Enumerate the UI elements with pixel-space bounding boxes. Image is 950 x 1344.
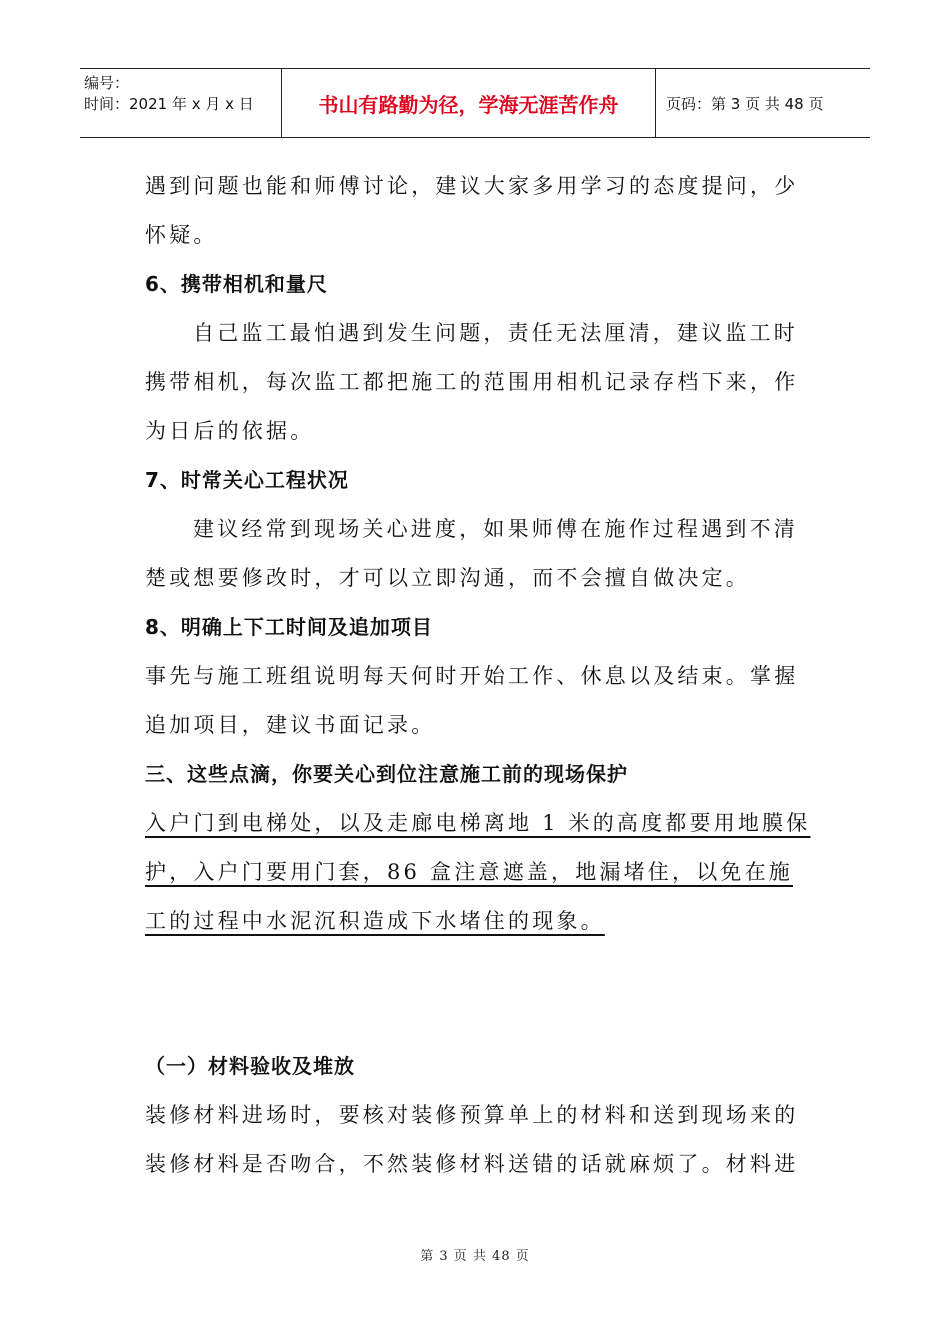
page-footer: 第 3 页 共 48 页 [420,1249,530,1264]
time-label: 时间：2021 年 x 月 x 日 [84,95,254,113]
number-label: 编号： [84,74,130,92]
blank-space [145,946,813,1042]
paragraph: 建议经常到现场关心进度，如果师傅在施作过程遇到不清楚或想要修改时，才可以立即沟通，而不会擅自做决定。 [145,517,798,590]
section-heading: 8、明确上下工时间及追加项目 [145,615,433,639]
section-heading: 7、时常关心工程状况 [145,468,349,492]
header-meta [80,69,282,137]
paragraph: 自己监工最怕遇到发生问题，责任无法厘清，建议监工时携带相机，每次监工都把施工的范围用相机记录存档下来，作为日后的依据。 [145,321,799,443]
section-heading: 6、携带相机和量尺 [145,272,328,296]
paragraph: 事先与施工班组说明每天何时开始工作、休息以及结束。掌握追加项目，建议书面记录。 [145,664,799,737]
underlined-paragraph: 入户门到电梯处，以及走廊电梯离地 1 米的高度都要用地膜保护，入户门要用门套，86 盒注意遮盖，地漏堵住，以免在施工的过程中水泥沉积造成下水堵住的现象。 [145,811,811,933]
header-page-info: 页码：第 3 页 共 48 页 [666,94,824,113]
paragraph: 装修材料进场时，要核对装修预算单上的材料和送到现场来的装修材料是否吻合，不然装修材料送错的话就麻烦了。材料进 [145,1103,799,1176]
paragraph: 遇到问题也能和师傅讨论，建议大家多用学习的态度提问，少怀疑。 [145,174,799,247]
document-body [145,162,813,1189]
document-header [80,68,870,138]
section-heading: 三、这些点滴，你要关心到位注意施工前的现场保护 [145,762,628,786]
header-motto: 书山有路勤为径，学海无涯苦作舟 [282,69,656,137]
section-heading: （一）材料验收及堆放 [145,1054,355,1078]
